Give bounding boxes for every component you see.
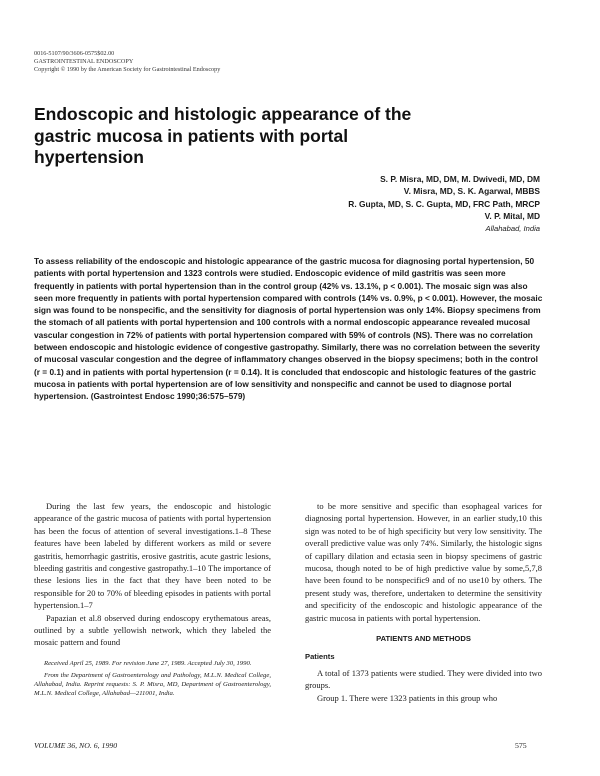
footnote-affiliation: From the Department of Gastroenterology and Pathology, M.L.N. Medical College, Allahabad, India. Reprint requests: S. P. Misra, MD, Department of Gastroenterology, M.L.N. Medical College, Allahabad—211001, India. [34, 671, 271, 697]
header-line-copyright: Copyright © 1990 by the American Society for Gastrointestinal Endoscopy [34, 66, 221, 73]
author-affiliation: Allahabad, India [485, 223, 540, 233]
methods-paragraph-2: Group 1. There were 1323 patients in this group who [317, 692, 498, 703]
page-number: 575 [515, 741, 527, 750]
footnote-received: Received April 25, 1989. For revision June 27, 1989. Accepted July 30, 1990. [44, 659, 252, 667]
author-line-1: S. P. Misra, MD, DM, M. Dwivedi, MD, DM [380, 174, 540, 184]
abstract: To assess reliability of the endoscopic and histologic appearance of the gastric mucosa for diagnosing portal hypertension, 50 patients with portal hypertension and 1323 controls were studied. Endoscopic evidence of mild gastritis was seen more frequently in patients with portal hypertension than in the control group (42% vs. 13.1%, p < 0.001). The mosaic sign was also seen more frequently in patients with portal hypertension compared with controls (14% vs. 0.9%, p < 0.001). However, the mosaic sign was found to be nonspecific, and the sensitivity for diagnosis of portal hypertension was only 14%. Biopsy specimens from the stomach of all patients with portal hypertension and 100 controls with a normal endoscopic appearance revealed mucosal vascular congestion in 72% of patients with portal hypertension compared with 59% of controls (NS). There was no correlation between endoscopic and histologic evidence of congestive gastropathy. Similarly, there was no correlation between the severity of mucosal vascular congestion and the degree of inflammatory changes observed in the biopsy specimens; both in the control (r = 0.1) and in patients with portal hypertension (r = 0.14). It is concluded that endoscopic and histologic features of the gastric mucosa in patients with portal hypertension are of low sensitivity and nonspecific and cannot be used to diagnose portal hypertension. (Gastrointest Endosc 1990;36:575–579) [34, 256, 543, 402]
author-line-4: V. P. Mital, MD [484, 211, 540, 222]
journal-header [34, 50, 394, 74]
article-title: Endoscopic and histologic appearance of the gastric mucosa in patients with portal hypertension [34, 104, 412, 167]
header-line-journal: GASTROINTESTINAL ENDOSCOPY [34, 58, 134, 65]
sub-heading-patients: Patients [305, 652, 335, 662]
intro-paragraph-1: During the last few years, the endoscopic and histologic appearance of the gastric mucosa of patients with portal hypertension has been the focus of attention of several investigations.1–8 These features have been labeled by different workers as mild or severe gastritis, hemorrhagic gastritis, erosive gastritis, acute gastric lesions, bleeding gastritis and congestive gastropathy.1–10 The importance of these lesions lies in the fact that they have been noted to be responsible for 20 to 70% of bleeding episodes in patients with portal hypertension.1–7 [34, 501, 271, 611]
header-line-issn: 0016-5107/90/3606-0575$02.00 [34, 50, 115, 57]
body-column-right [305, 500, 542, 704]
footer-volume: VOLUME 36, NO. 6, 1990 [34, 741, 118, 750]
footnotes [34, 659, 271, 698]
section-heading-methods: PATIENTS AND METHODS [376, 634, 471, 644]
author-block [180, 173, 540, 235]
intro-paragraph-2: Papazian et al.8 observed during endoscopy erythematous areas, outlined by a subtle yellowish network, which they labeled the mosaic pattern and found [34, 612, 271, 648]
intro-paragraph-3: to be more sensitive and specific than esophageal varices for diagnosing portal hypertension. However, in an earlier study,10 this sign was noted to be of high specificity but very low sensitivity. The overall predictive value was only 74%. Similarly, the histologic signs of capillary dilation and ectasia seen in biopsy specimens of gastric mucosa, though noted to be of high predictive value by some,5,7,8 have been found to be nonspecific9 and of no use10 by others. The present study was, therefore, undertaken to determine the sensitivity and specificity of the endoscopic and histologic appearance of the gastric mucosa in patients with portal hypertension. [305, 501, 542, 623]
author-line-3: R. Gupta, MD, S. C. Gupta, MD, FRC Path, MRCP [348, 198, 540, 209]
body-column-left [34, 500, 271, 701]
author-line-2: V. Misra, MD, S. K. Agarwal, MBBS [403, 186, 540, 197]
methods-paragraph-1: A total of 1373 patients were studied. They were divided into two groups. [305, 667, 542, 691]
